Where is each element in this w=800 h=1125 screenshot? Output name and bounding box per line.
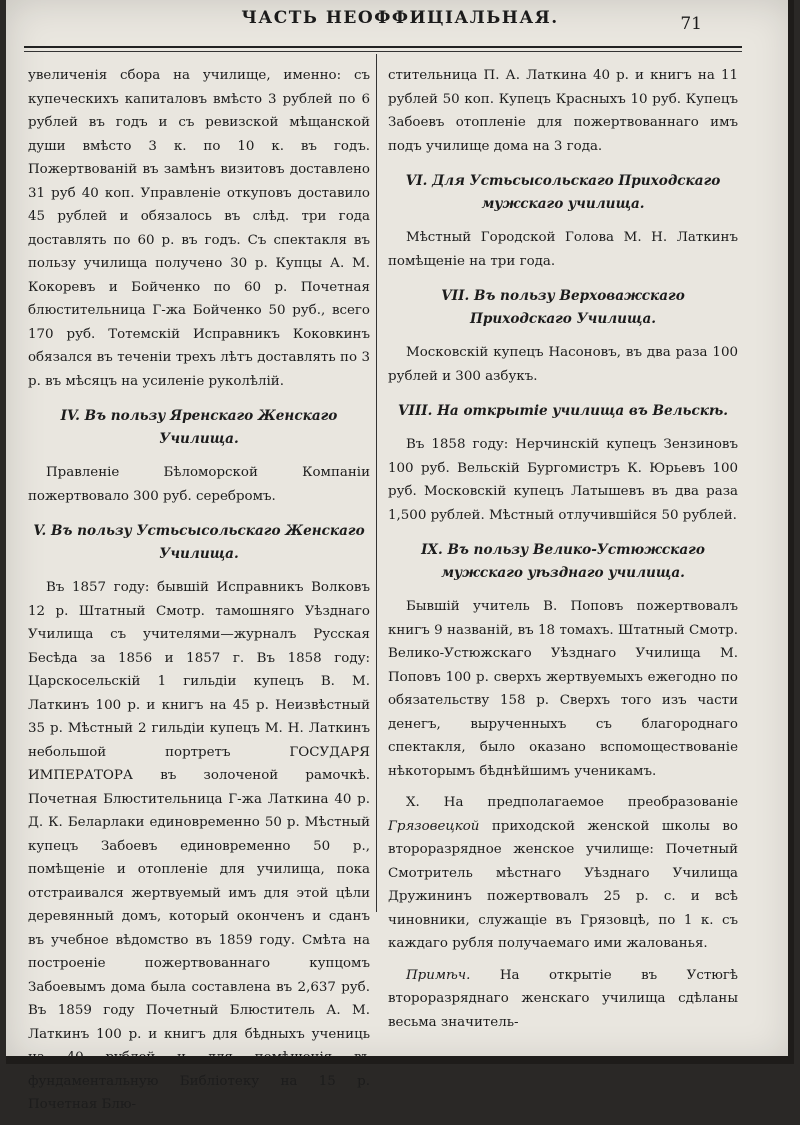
paragraph-x-part-b: приходской женской школы во второразрядное женское училище: Почетный Смотритель мѣстнаго Уѣзднаго Училища Дружининъ пожертвовалъ 25 р. с. и всѣ чиновники, служащіе въ Грязовцѣ, по 1 к. съ каждаго рубля получаемаго ими жалованья.: [388, 818, 738, 951]
place-name-gryazovets: Грязовецкой: [388, 818, 480, 834]
page-number: 71: [680, 14, 702, 34]
paragraph: Правленіе Бѣломорской Компаніи пожертвовало 300 руб. серебромъ.: [28, 465, 370, 504]
newspaper-page: [6, 0, 794, 1112]
paragraph-x-part-a: На предполагаемое преобразованіе: [443, 795, 738, 810]
paragraph: Мѣстный Городской Голова М. Н. Латкинъ помѣщеніе на три года.: [388, 230, 738, 269]
section-number-x: X.: [406, 795, 420, 810]
scan-edge-right: [788, 0, 794, 1064]
paragraph-x: [388, 791, 738, 956]
scan-edge-bottom: [6, 1056, 794, 1064]
note-paragraph: [388, 964, 738, 1035]
left-column: [28, 64, 370, 1125]
paragraph: Бывшій учитель В. Поповъ пожертвовалъ книгъ 9 названій, въ 18 томахъ. Штатный Смотр. Велико-Устюжскаго Уѣзднаго Училища М. Поповъ 100 р. сверхъ жертвуемыхъ ежегодно по обязательству 158 р. Сверхъ того изъ части денегъ, вырученныхъ съ благороднаго спектакля, было оказано вспомоществованіе нѣкоторымъ бѣднѣйшимъ ученикамъ.: [388, 599, 738, 779]
right-column: [388, 64, 738, 1042]
section-heading-vi: VI. Для Устьсысольскаго Приходскаго мужскаго училища.: [405, 173, 721, 212]
column-divider: [376, 54, 377, 912]
paragraph: Въ 1858 году: Нерчинскій купецъ Зензиновъ 100 руб. Вельскій Бургомистръ К. Юрьевъ 100 руб. Московскій купецъ Латышевъ въ два раза 1,500 рублей. Мѣстный отлучившійся 50 рублей.: [388, 437, 738, 523]
header-rule-thick: [24, 46, 742, 48]
paragraph: увеличенія сбора на училище, именно: съ купеческихъ капиталовъ вмѣсто 3 рублей по 6 рублей въ годъ и съ ревизской мѣщанской души вмѣсто 3 к. по 10 к. въ годъ. Пожертвованій въ замѣнъ визитовъ доставлено 31 руб 40 коп. Управленіе откуповъ доставило 45 рублей и обязалось въ слѣд. три года доставлять по 60 р. въ годъ. Съ спектакля въ пользу училища получено 30 р. Купцы А. М. Кокоревъ и Бойченко по 60 р. Почетная блюстительница Г-жа Бойченко 50 руб., всего 170 руб. Тотемскій Исправникъ Коковкинъ обязался въ теченіи трехъ лѣтъ доставлять по 3 р. въ мѣсяцъ на усиленіе руколѣлій.: [28, 68, 370, 389]
header-rule-thin: [24, 51, 742, 52]
paragraph: стительница П. А. Латкина 40 р. и книгъ на 11 рублей 50 коп. Купецъ Красныхъ 10 руб. Купецъ Забоевъ отопленіе для пожертвованнаго имъ подъ училище дома на 3 года.: [388, 68, 738, 154]
section-heading-ix: IX. Въ пользу Велико-Устюжскаго мужскаго уѣзднаго училища.: [421, 542, 705, 581]
note-text: На открытіе въ Устюгѣ второразряднаго женскаго училища сдѣланы весьма значитель-: [388, 967, 738, 1030]
note-label: Примѣч.: [406, 967, 471, 983]
paragraph: Московскій купецъ Насоновъ, въ два раза 100 рублей и 300 азбукъ.: [388, 345, 738, 384]
section-heading-iv: IV. Въ пользу Яренскаго Женскаго Училища.: [60, 408, 338, 447]
section-heading-v: V. Въ пользу Устьсысольскаго Женскаго Училища.: [33, 523, 365, 562]
section-heading-vii: VII. Въ пользу Верховажскаго Приходскаго Училища.: [441, 288, 685, 327]
section-heading-viii: VIII. На открытіе училища въ Вельскѣ.: [398, 403, 728, 419]
paragraph: Въ 1857 году: бывшій Исправникъ Волковъ 12 р. Штатный Смотр. тамошняго Уѣзднаго Училища съ учителями—журналъ Русская Бесѣда за 1856 и 1857 г. Въ 1858 году: Царскосельскій 1 гильдіи купецъ В. М. Латкинъ 100 р. и книгъ на 45 р. Неизвѣстный 35 р. Мѣстный 2 гильдіи купецъ М. Н. Латкинъ небольшой портретъ ГОСУДАРЯ ИМПЕРАТОРА въ золоченой рамочкѣ. Почетная Блюстительница Г-жа Латкина 40 р. Д. К. Беларлаки единовременно 50 р. Мѣстный купецъ Забоевъ единовременно 50 р., помѣщеніе и отопленіе для училища, пока отстраивался жертвуемый имъ для этой цѣли деревянный домъ, который оконченъ и сданъ въ учебное вѣдомство въ 1859 году. Смѣта на построеніе пожертвованнаго купцомъ Забоевымъ дома была составлена въ 2,637 руб. Въ 1859 году Почетный Блюститель А. М. Латкинъ 100 р. и книгъ для бѣдныхъ учениць фундаментальную Библіотеку на 15 р. Почетная Блю-: [28, 580, 370, 1112]
page-header-title: ЧАСТЬ НЕОФФИЦІАЛЬНАЯ.: [241, 8, 559, 28]
